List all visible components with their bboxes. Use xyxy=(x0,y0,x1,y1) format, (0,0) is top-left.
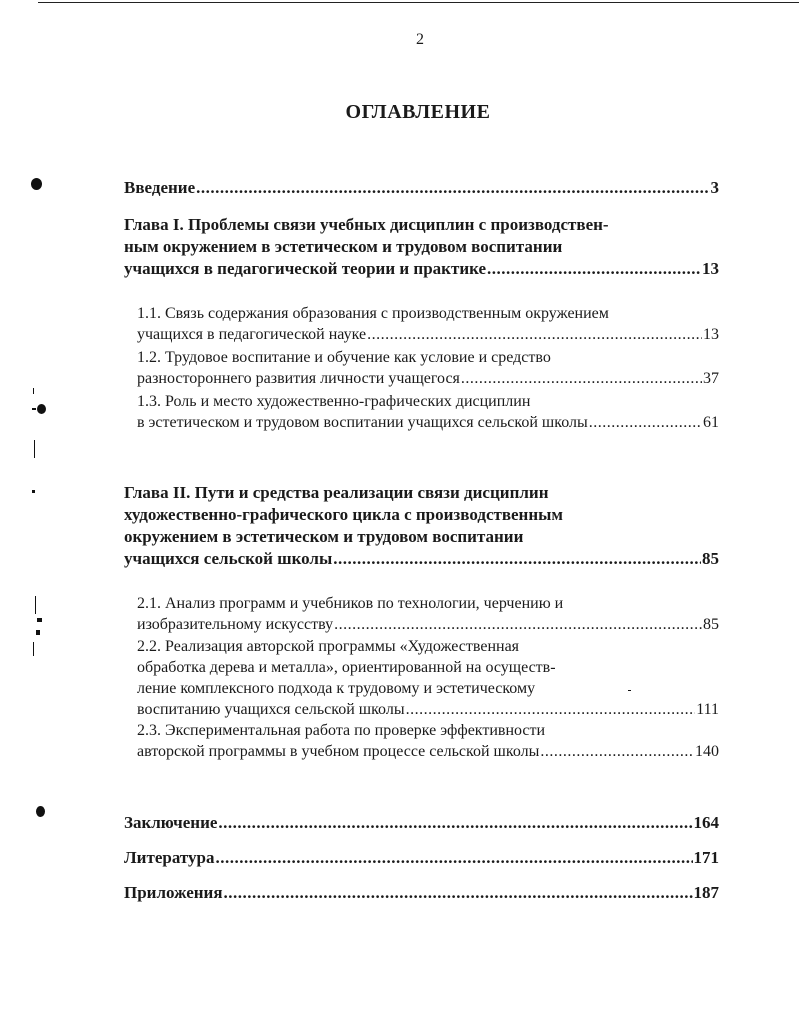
toc-entry-label: Литература xyxy=(124,848,215,867)
toc-entry-leader-line xyxy=(137,741,719,762)
page-title: ОГЛАВЛЕНИЕ xyxy=(345,101,491,123)
toc-entry-appendices[interactable] xyxy=(124,882,719,904)
toc-entry-section-2-1[interactable] xyxy=(137,593,719,635)
toc-entry-label: воспитанию учащихся сельской школы xyxy=(137,701,405,718)
toc-entry-label: Заключение xyxy=(124,813,218,832)
toc-entry-leader-line xyxy=(124,812,719,834)
scan-speck-mark xyxy=(35,596,36,614)
dot-leader xyxy=(461,368,702,389)
toc-entry-leader-line xyxy=(124,882,719,904)
scan-speck-mark xyxy=(628,690,631,691)
toc-entry-chapter-2[interactable] xyxy=(124,482,719,570)
scan-speck-mark xyxy=(33,642,34,656)
toc-entry-title-line: 2.3. Экспериментальная работа по проверке эффективности xyxy=(137,722,546,739)
toc-entry-page: 111 xyxy=(696,701,719,718)
toc-entry-title-line: художественно-графического цикла с производственным xyxy=(124,505,564,524)
toc-entry-leader-line xyxy=(137,368,719,389)
toc-entry-title-line: 1.2. Трудовое воспитание и обучение как условие и средство xyxy=(137,349,551,366)
toc-entry-title-line: 1.3. Роль и место художественно-графических дисциплин xyxy=(137,393,531,410)
toc-entry-title-line: Глава II. Пути и средства реализации связи дисциплин xyxy=(124,483,549,502)
toc-entry-title-line: 2.1. Анализ программ и учебников по технологии, черчению и xyxy=(137,595,564,612)
toc-entry-label: учащихся сельской школы xyxy=(124,549,333,568)
toc-entry-page: 61 xyxy=(703,414,719,431)
dot-leader xyxy=(367,324,702,345)
toc-entry-title-line: 2.2. Реализация авторской программы «Художественная xyxy=(137,638,520,655)
dot-leader xyxy=(215,847,692,869)
toc-entry-label: разностороннего развития личности учащегося xyxy=(137,370,460,387)
toc-entry-label: Приложения xyxy=(124,883,223,902)
binding-hole-mark xyxy=(36,806,45,817)
dot-leader xyxy=(487,258,701,280)
toc-entry-page: 164 xyxy=(693,813,719,832)
dot-leader xyxy=(196,177,709,199)
toc-entry-section-2-3[interactable] xyxy=(137,720,719,762)
toc-entry-page: 3 xyxy=(710,178,719,197)
toc-entry-label: учащихся в педагогической теории и практике xyxy=(124,259,487,278)
toc-entry-page: 13 xyxy=(702,259,719,278)
toc-entry-page: 37 xyxy=(703,370,719,387)
toc-entry-label: авторской программы в учебном процессе сельской школы xyxy=(137,743,540,760)
toc-entry-leader-line xyxy=(137,614,719,635)
toc-entry-title-line: ление комплексного подхода к трудовому и эстетическому xyxy=(137,680,536,697)
toc-entry-label: изобразительному искусству xyxy=(137,616,334,633)
binding-hole-mark xyxy=(37,404,46,414)
toc-entry-leader-line xyxy=(124,847,719,869)
toc-entry-page: 85 xyxy=(703,616,719,633)
toc-entry-label: учащихся в педагогической науке xyxy=(137,326,367,343)
toc-entry-leader-line xyxy=(124,258,719,280)
toc-entry-section-2-2[interactable] xyxy=(137,636,719,720)
toc-entry-chapter-1[interactable] xyxy=(124,214,719,280)
toc-entry-page: 13 xyxy=(703,326,719,343)
dot-leader xyxy=(333,548,701,570)
page-number: 2 xyxy=(416,31,424,48)
dot-leader xyxy=(218,812,692,834)
toc-entry-label: в эстетическом и трудовом воспитании учащихся сельской школы xyxy=(137,414,588,431)
toc-entry-section-1-2[interactable] xyxy=(137,347,719,389)
binding-hole-mark xyxy=(31,178,42,190)
scan-speck-mark xyxy=(33,388,34,394)
dot-leader xyxy=(589,412,702,433)
toc-entry-introduction[interactable] xyxy=(124,177,719,199)
toc-entry-title-line: окружением в эстетическом и трудовом воспитании xyxy=(124,527,524,546)
toc-entry-title-line: 1.1. Связь содержания образования с производственным окружением xyxy=(137,305,609,322)
toc-entry-title-line: обработка дерева и металла», ориентированной на осуществ- xyxy=(137,659,556,676)
scan-speck-mark xyxy=(32,408,36,410)
dot-leader xyxy=(540,741,694,762)
toc-entry-leader-line xyxy=(137,699,719,720)
toc-entry-title-line: Глава I. Проблемы связи учебных дисциплин с производствен- xyxy=(124,215,609,234)
toc-entry-label: Введение xyxy=(124,178,196,197)
dot-leader xyxy=(224,882,693,904)
toc-entry-page: 171 xyxy=(693,848,719,867)
dot-leader xyxy=(406,699,696,720)
toc-entry-page: 187 xyxy=(693,883,719,902)
toc-entry-leader-line xyxy=(137,412,719,433)
toc-entry-leader-line xyxy=(137,324,719,345)
toc-entry-leader-line xyxy=(124,177,719,199)
scan-speck-mark xyxy=(37,618,42,622)
scan-speck-mark xyxy=(36,630,40,635)
toc-entry-section-1-1[interactable] xyxy=(137,303,719,345)
toc-entry-conclusion[interactable] xyxy=(124,812,719,834)
scan-speck-mark xyxy=(32,490,35,493)
toc-entry-page: 85 xyxy=(702,549,719,568)
dot-leader xyxy=(334,614,702,635)
toc-entry-literature[interactable] xyxy=(124,847,719,869)
toc-entry-leader-line xyxy=(124,548,719,570)
toc-entry-title-line: ным окружением в эстетическом и трудовом воспитании xyxy=(124,237,563,256)
top-border-line xyxy=(38,2,799,3)
toc-entry-page: 140 xyxy=(695,743,719,760)
toc-entry-section-1-3[interactable] xyxy=(137,391,719,433)
scan-speck-mark xyxy=(34,440,35,458)
